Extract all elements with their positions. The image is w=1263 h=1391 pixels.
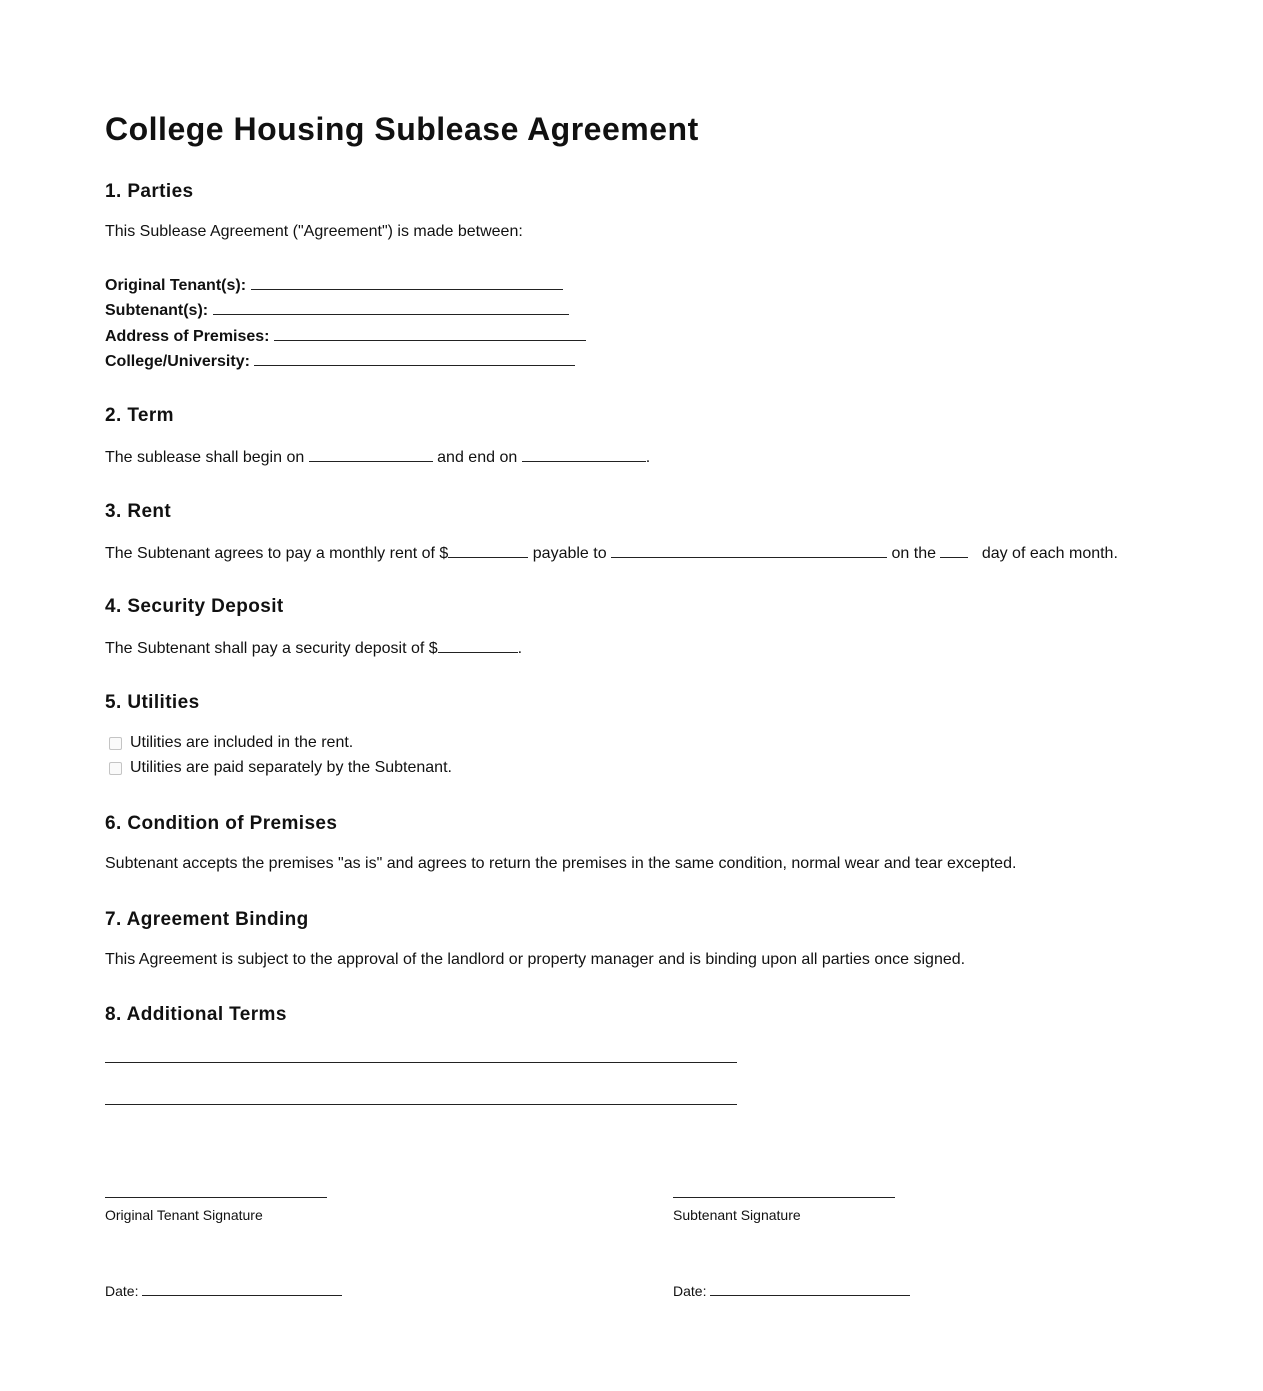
subtenant-signature-line[interactable] [673,1197,895,1198]
additional-terms-line-2[interactable] [105,1104,737,1105]
original-tenant-signature-label: Original Tenant Signature [105,1207,263,1223]
utilities-separate-label: Utilities are paid separately by the Subtenant. [130,759,452,776]
deposit-text [105,638,522,658]
original-tenant-label: Original Tenant(s): [105,277,247,294]
subtenant-date-field [673,1283,910,1299]
term-text-end: . [645,449,651,466]
section-heading-rent: 3. Rent [105,501,172,522]
subtenant-date-label: Date: [673,1283,707,1299]
rent-text-on-the: on the [891,545,937,562]
term-text [105,447,650,467]
section-heading-term: 2. Term [105,405,174,426]
end-date-blank[interactable] [522,447,646,462]
original-tenant-signature-line[interactable] [105,1197,327,1198]
binding-text: This Agreement is subject to the approval of the landlord or property manager and is binding upon all parties once signed. [105,951,966,968]
utilities-separate-checkbox[interactable] [109,762,122,775]
section-heading-binding: 7. Agreement Binding [105,909,309,930]
section-heading-additional: 8. Additional Terms [105,1004,287,1025]
original-tenant-field [105,275,563,295]
section-heading-utilities: 5. Utilities [105,692,200,713]
subtenant-field [105,300,569,320]
deposit-amount-blank[interactable] [438,638,518,653]
start-date-blank[interactable] [309,447,433,462]
additional-terms-line-1[interactable] [105,1062,737,1063]
subtenant-label: Subtenant(s): [105,302,209,319]
original-tenant-date-field [105,1283,342,1299]
college-blank[interactable] [254,351,575,366]
rent-text-start: The Subtenant agrees to pay a monthly rent of $ [105,545,449,562]
subtenant-blank[interactable] [213,300,569,315]
utilities-separate-option[interactable] [109,759,452,777]
term-text-start: The sublease shall begin on [105,449,305,466]
utilities-included-checkbox[interactable] [109,737,122,750]
rent-text-payable: payable to [532,545,607,562]
rent-amount-blank[interactable] [448,543,528,558]
condition-text: Subtenant accepts the premises "as is" and agrees to return the premises in the same condition, normal wear and tear excepted. [105,855,1017,872]
address-label: Address of Premises: [105,328,270,345]
section-heading-deposit: 4. Security Deposit [105,596,284,617]
rent-day-blank[interactable] [940,543,968,558]
payee-blank[interactable] [611,543,887,558]
subtenant-signature-label: Subtenant Signature [673,1207,801,1223]
parties-intro: This Sublease Agreement ("Agreement") is made between: [105,223,523,240]
term-text-middle: and end on [437,449,518,466]
section-heading-condition: 6. Condition of Premises [105,813,338,834]
rent-text [105,543,1118,563]
section-heading-parties: 1. Parties [105,181,194,202]
college-field [105,351,575,371]
subtenant-date-blank[interactable] [710,1283,910,1296]
address-blank[interactable] [274,326,586,341]
college-label: College/University: [105,353,250,370]
utilities-included-option[interactable] [109,734,353,752]
original-tenant-date-blank[interactable] [142,1283,342,1296]
deposit-text-start: The Subtenant shall pay a security deposit of $ [105,640,438,657]
document-title: College Housing Sublease Agreement [105,111,699,147]
rent-text-end: day of each month. [981,545,1118,562]
original-tenant-blank[interactable] [251,275,563,290]
utilities-included-label: Utilities are included in the rent. [130,734,354,751]
address-field [105,326,586,346]
original-tenant-date-label: Date: [105,1283,139,1299]
deposit-text-end: . [517,640,523,657]
